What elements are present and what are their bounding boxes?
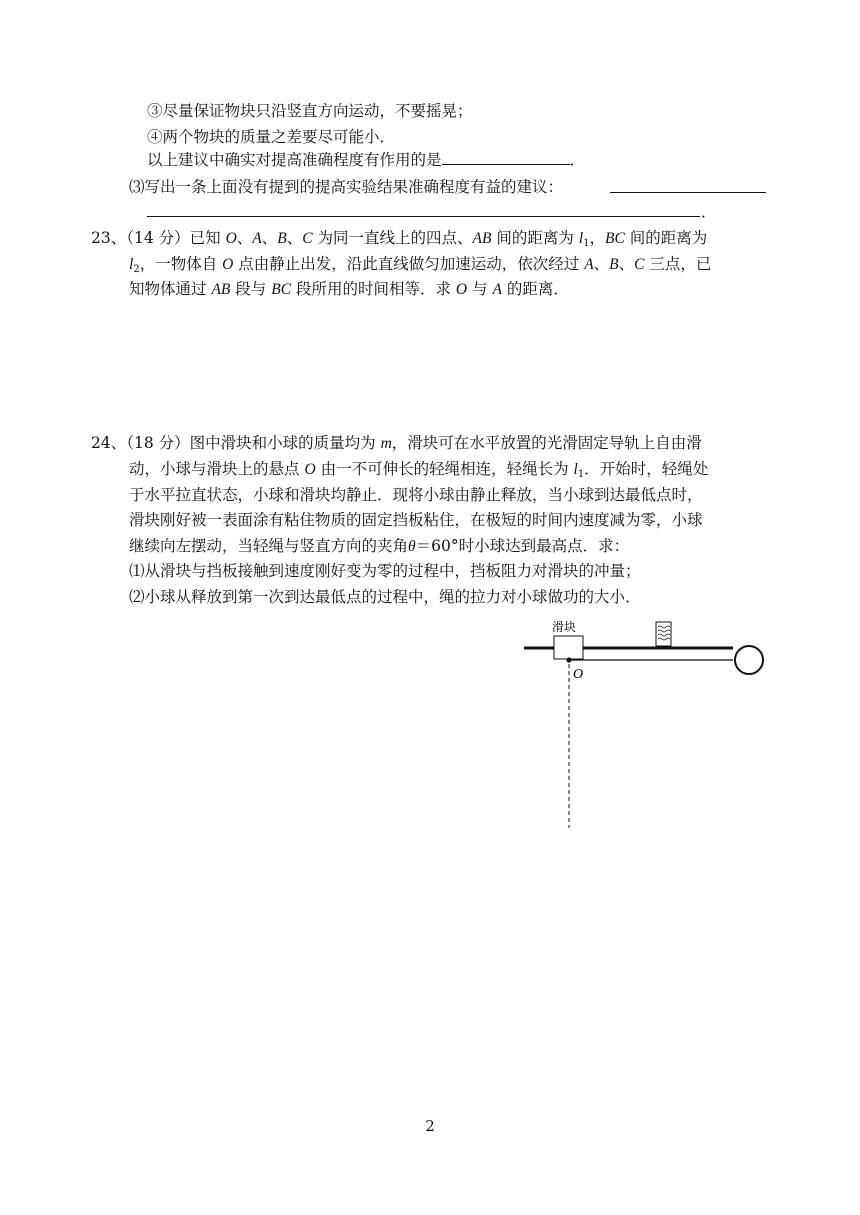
q24-part-2: ⑵小球从释放到第一次到达最低点的过程中，绳的拉力对小球做功的大小． (129, 588, 641, 606)
score: （14 分） (126, 229, 190, 247)
q22-tip-4: ④两个物块的质量之差要尽可能小． (147, 128, 396, 146)
q22-question: 以上建议中确实对提高准确程度有作用的是 ． (147, 151, 586, 169)
q23-line-3: 知物体通过 AB 段与 BC 段所用的时间相等．求 O 与 A 的距离． (129, 280, 569, 298)
answer-blank[interactable] (610, 192, 766, 193)
answer-blank[interactable] (147, 216, 700, 217)
q24-line-1: 24、（18 分）图中滑块和小球的质量均为 m，滑块可在水平放置的光滑固定导轨上自由滑 (91, 434, 702, 452)
slider-pendulum-figure (515, 612, 785, 832)
question-number: 23、 (91, 229, 127, 247)
pivot-label: O (573, 667, 584, 682)
q22-part-3: ⑶写出一条上面没有提到的提高实验结果准确程度有益的建议： (129, 178, 564, 196)
ball (735, 646, 763, 674)
q22-tip-3: ③尽量保证物块只沿竖直方向运动，不要摇晃； (147, 102, 473, 120)
answer-blank[interactable] (442, 150, 570, 165)
q24-part-1: ⑴从滑块与挡板接触到速度刚好变为零的过程中，挡板阻力对滑块的冲量； (129, 562, 641, 580)
slider-block (554, 636, 583, 659)
score: （18 分） (126, 434, 190, 452)
q24-line-2: 动，小球与滑块上的悬点 O 由一不可伸长的轻绳相连，轻绳长为 $l_1$．开始时，轻绳处 (129, 460, 709, 480)
page-number: 2 (425, 1117, 435, 1135)
stopper-block (656, 622, 671, 646)
slider-label: 滑块 (552, 620, 577, 634)
q24-line-4: 滑块刚好被一表面涂有粘住物质的固定挡板粘住，在极短的时间内速度减为零，小球 (129, 511, 703, 529)
q23-line-2: $l_2$，一物体自 O 点由静止出发，沿此直线做匀加速运动，依次经过 A、B、C 三点，已 (129, 255, 712, 275)
q24-line-3: 于水平拉直状态，小球和滑块均静止．现将小球由静止释放，当小球到达最低点时， (129, 486, 703, 504)
question-number: 24、 (91, 434, 127, 452)
q24-line-5: 继续向左摆动，当轻绳与竖直方向的夹角θ＝60°时小球达到最高点．求： (129, 537, 630, 555)
pivot-point (566, 657, 571, 662)
q22-part-3-end: ． (701, 203, 717, 221)
q23-line-1: 23、（14 分）已知 O、A、B、C 为同一直线上的四点、AB 间的距离为 $l_1$，BC 间的距离为 (91, 229, 708, 249)
